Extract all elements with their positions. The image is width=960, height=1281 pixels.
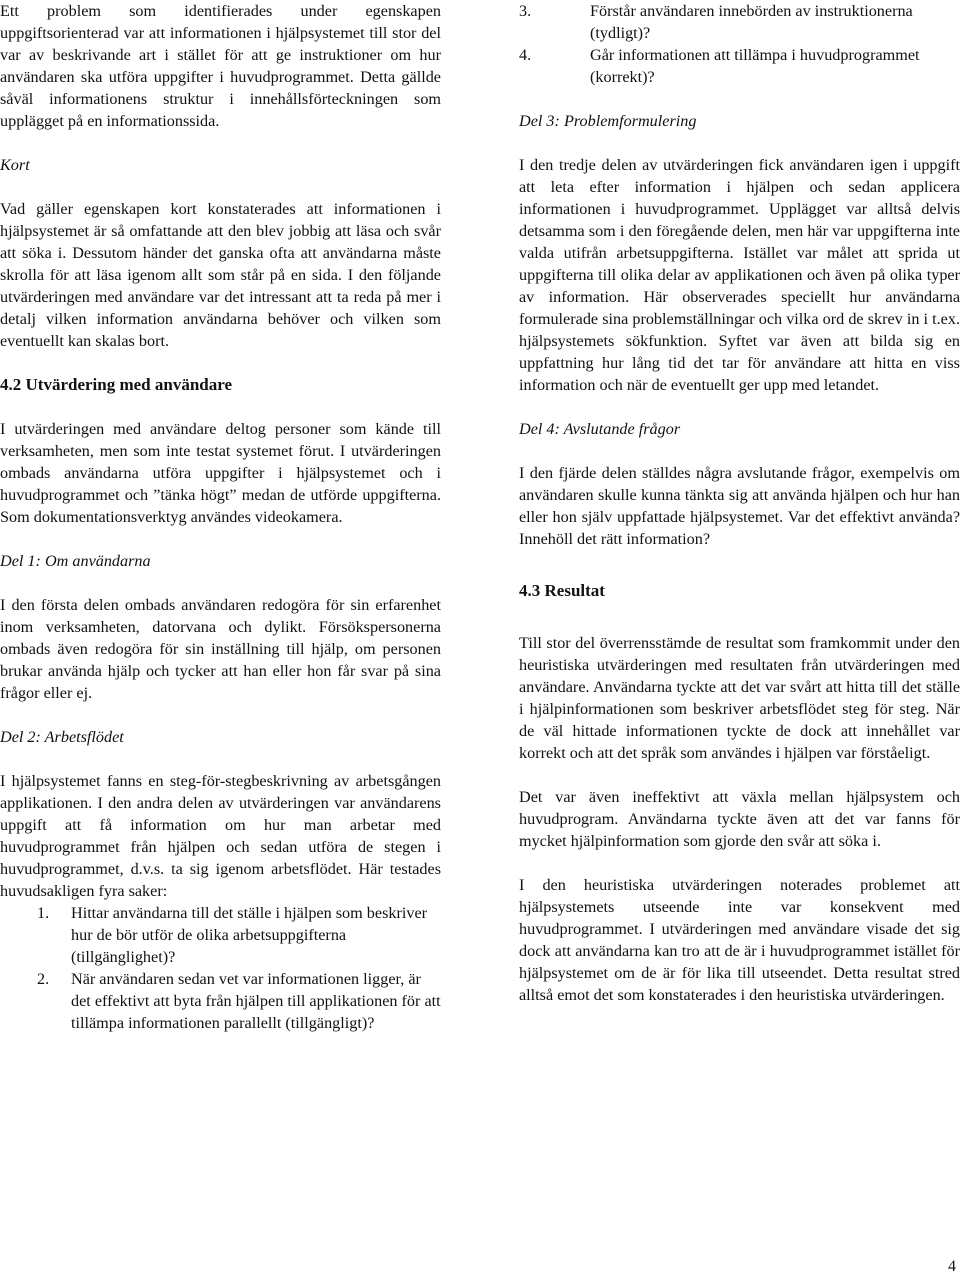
- paragraph-intro: Ett problem som identifierades under egenskapen uppgiftsorienterad var att informationen i hjälpsystemet till stor del var av beskrivande art i stället för att ge instruktioner om hur användaren ska utföra uppgifter i huvudprogrammet. Detta gällde såväl informationens struktur i innehållsförteckningen som upplägget på en informationssida.: [0, 2, 441, 130]
- page-number: 4: [948, 1258, 956, 1275]
- section-heading-4-2: 4.2 Utvärdering med användare: [0, 375, 233, 394]
- numbered-list-right: [519, 0, 960, 88]
- list-item: [519, 44, 960, 88]
- left-column: [0, 0, 441, 1034]
- paragraph-4-3-c: I den heuristiska utvärderingen noterades problemet att hjälpsystemets utseende inte var konsekvent med huvudprogrammet. I utvärderingen med användare visade det sig dock att användarna kan tro att de är i huvudprogrammet istället för hjälpsystemet om de är för lika till utseendet. Detta resultat stred alltså emot det som konstaterades i den heuristiska utvärderingen.: [519, 876, 960, 1004]
- list-item: [0, 902, 441, 968]
- list-number: 2.: [37, 970, 50, 988]
- heading-del-1: Del 1: Om användarna: [0, 552, 151, 570]
- list-item: [0, 968, 441, 1034]
- list-number: 4.: [519, 46, 532, 64]
- list-item: [519, 0, 960, 44]
- right-column: [519, 0, 960, 1006]
- list-number: 1.: [37, 904, 50, 922]
- heading-del-3: Del 3: Problemformulering: [519, 112, 697, 130]
- section-heading-4-3: 4.3 Resultat: [519, 581, 605, 600]
- paragraph-del-3: I den tredje delen av utvärderingen fick användaren igen i uppgift att leta efter information i hjälpen och sedan applicera informationen i huvudprogrammet. Upplägget var alltså delvis detsamma som i den föregående delen, men här var uppgifterna inte valda utifrån arbetsuppgifterna. Istället var målet att sprida ut uppgifterna till olika delar av applikationen och även på olika typer av information. Här observerades speciellt hur användarna formulerade sina problemställningar och vilka ord de skrev in i t.ex. hjälpsystemets sökfunktion. Syftet var även att bilda sig en uppfattning hur lång tid det tar för användare att hitta en viss information och när de eventuellt ger upp med letandet.: [519, 156, 960, 394]
- list-text: Hittar användarna till det ställe i hjälpen som beskriver hur de bör utför de olika arbetsuppgifterna (tillgänglighet)?: [71, 904, 428, 966]
- paragraph-kort: Vad gäller egenskapen kort konstaterades att informationen i hjälpsystemet är så omfattande att den blev jobbig att läsa och svår att söka i. Dessutom händer det ganska ofta att användarna måste skrolla för att läsa igenom allt som står på en sida. I den följande utvärderingen med användare var det intressant att ta reda på mer i detalj vilken information användarna behöver och vilken som eventuellt kan skalas bort.: [0, 200, 441, 350]
- paragraph-4-2: I utvärderingen med användare deltog personer som kände till verksamheten, men som inte testat systemet förut. I utvärderingen ombads användarna utföra uppgifter i hjälpsystemet och i huvudprogrammet och ”tänka högt” medan de utförde uppgifterna. Som dokumentationsverktyg användes videokamera.: [0, 420, 441, 526]
- list-text: Förstår användaren innebörden av instruktionerna (tydligt)?: [590, 2, 913, 42]
- list-text: När användaren sedan vet var informationen ligger, är det effektivt att byta från hjälpen till applikationen för att tillämpa informationen parallellt (tillgängligt)?: [71, 970, 441, 1032]
- paragraph-del-1: I den första delen ombads användaren redogöra för sin erfarenhet inom verksamheten, datorvana och dylikt. Försökspersonerna ombads även redogöra för sin inställning till hjälp, om personen brukar använda hjälp och tycker att han eller hon får svar på sina frågor eller ej.: [0, 596, 441, 702]
- heading-kort: Kort: [0, 156, 30, 174]
- heading-del-4: Del 4: Avslutande frågor: [519, 420, 681, 438]
- paragraph-del-2: I hjälpsystemet fanns en steg-för-stegbeskrivning av arbetsgången applikationen. I den andra delen av utvärderingen var användarens uppgift att få information om hur man arbetar med huvudprogrammet från hjälpen och sedan utföra de stegen i huvudprogrammet, d.v.s. ta sig igenom arbetsflödet. Här testades huvudsakligen fyra saker:: [0, 772, 441, 900]
- numbered-list-left: [0, 902, 441, 1034]
- paragraph-4-3-a: Till stor del överrensstämde de resultat som framkommit under den heuristiska utvärderingen med resultaten från utvärderingen med användare. Användarna tyckte att det var svårt att hitta till det ställe i hjälpinformationen som beskriver arbetsflödet steg för steg. När de väl hittade informationen tyckte de dock att innehållet var korrekt och att det språk som användes i hjälpen var förståeligt.: [519, 634, 960, 762]
- paragraph-4-3-b: Det var även ineffektivt att växla mellan hjälpsystem och huvudprogram. Användarna tyckte även att det var fanns för mycket hjälpinformation som gjorde den svår att söka i.: [519, 788, 960, 850]
- paragraph-del-4: I den fjärde delen ställdes några avslutande frågor, exempelvis om användaren skulle kunna tänkta sig att använda hjälpen och hur han eller hon själv uppfattade hjälpsystemet. Var det effektivt använda? Innehöll det rätt information?: [519, 464, 960, 548]
- list-text: Går informationen att tillämpa i huvudprogrammet (korrekt)?: [590, 46, 920, 86]
- list-number: 3.: [519, 2, 532, 20]
- heading-del-2: Del 2: Arbetsflödet: [0, 728, 124, 746]
